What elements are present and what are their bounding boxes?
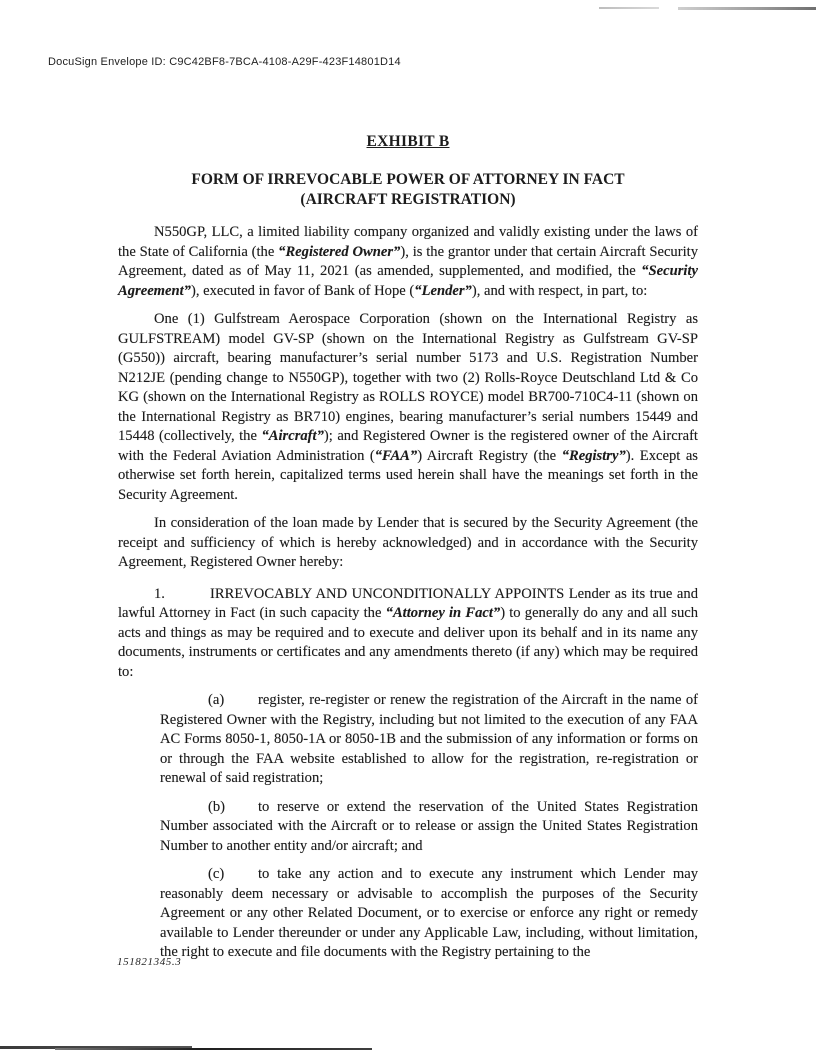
paragraph-appointment-1: 1. IRREVOCABLY AND UNCONDITIONALLY APPOINTS Lender as its true and lawful Attorney in Fact (in such capacity the “Attorney in Fact”) to generally do any and all such acts and things as may be required and to execute and deliver upon its behalf and in its name any documents, instruments or certificates and any amendments thereto (if any) which may be required to: (118, 585, 699, 680)
exhibit-heading: EXHIBIT B (366, 133, 450, 150)
document-title-line-1: FORM OF IRREVOCABLE POWER OF ATTORNEY IN FACT (191, 171, 625, 188)
scan-artifact-line (678, 7, 816, 10)
document-body (118, 133, 698, 972)
paragraph-subclause-a: (a) register, re-register or renew the registration of the Aircraft in the name of Registered Owner with the Registry, including but not limited to the execution of any FAA AC Forms 8050-1, 8050-1A or 8050-1B and the submission of any information or forms on or through the FAA website established to allow for the registration, re-registration or renewal of said registration; (160, 692, 698, 786)
docusign-envelope-id: DocuSign Envelope ID: C9C42BF8-7BCA-4108-A29F-423F14801D14 (48, 56, 401, 68)
scan-artifact-line (599, 7, 659, 9)
scan-artifact-line (55, 1048, 372, 1050)
paragraph-aircraft-description: One (1) Gulfstream Aerospace Corporation (shown on the International Registry as GULFSTREAM) model GV-SP (shown on the International Registry as Gulfstream GV-SP (G550)) aircraft, bearing manufacturer’s serial number 5173 and U.S. Registration Number N212JE (pending change to N550GP), together with two (2) Rolls-Royce Deutschland Ltd & Co KG (shown on the International Registry as ROLLS ROYCE) model BR700-710C4-11 (shown on the International Registry as BR710) engines, bearing manufacturer’s serial numbers 15449 and 15448 (collectively, the “Aircraft”); and Registered Owner is the registered owner of the Aircraft with the Federal Aviation Administration (“FAA”) Aircraft Registry (the “Registry”). Except as otherwise set forth herein, capitalized terms used herein shall have the meanings set forth in the Security Agreement. (118, 311, 698, 503)
paragraph-subclause-c: (c) to take any action and to execute any instrument which Lender may reasonably deem necessary or advisable to accomplish the purposes of the Security Agreement or any other Related Document, or to exercise or enforce any right or remedy available to Lender thereunder or under any Applicable Law, including, without limitation, the right to execute and file documents with the Registry pertaining to the (160, 866, 698, 960)
document-control-number: 151821345.3 (117, 956, 182, 968)
paragraph-grantor-intro: N550GP, LLC, a limited liability company organized and validly existing under the laws of the State of California (the “Registered Owner”), is the grantor under that certain Aircraft Security Agreement, dated as of May 11, 2021 (as amended, supplemented, and modified, the “Security Agreement”), executed in favor of Bank of Hope (“Lender”), and with respect, in part, to: (118, 224, 698, 299)
document-title-line-2: (AIRCRAFT REGISTRATION) (300, 191, 516, 208)
document-title (118, 170, 698, 210)
scan-artifact-line (0, 1046, 192, 1049)
paragraph-consideration: In consideration of the loan made by Lender that is secured by the Security Agreement (the receipt and sufficiency of which is hereby acknowledged) and in accordance with the Security Agreement, Registered Owner hereby: (118, 515, 698, 570)
paragraph-subclause-b: (b) to reserve or extend the reservation of the United States Registration Number associated with the Aircraft or to release or assign the United States Registration Number to another entity and/or aircraft; and (160, 798, 698, 854)
